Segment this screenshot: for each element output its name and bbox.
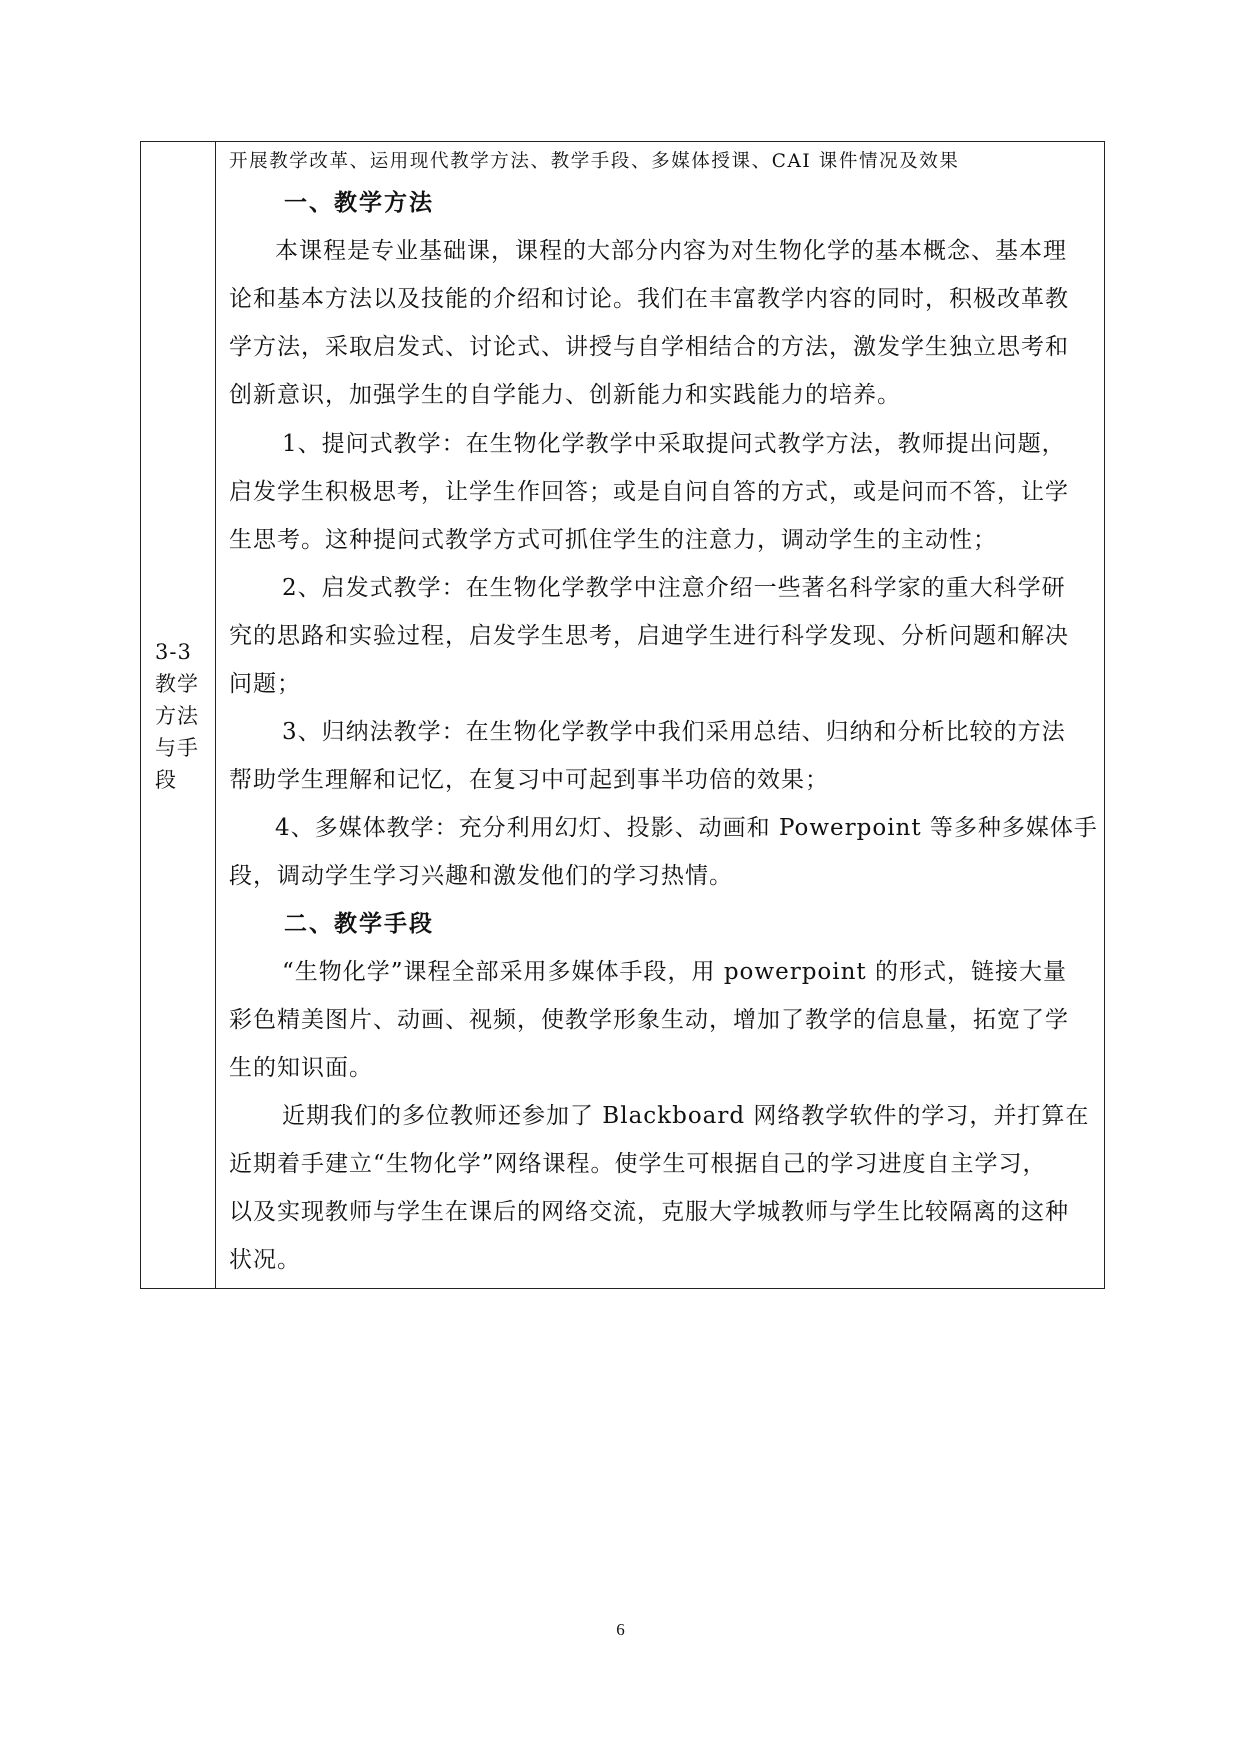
paragraph-line: 本课程是专业基础课，课程的大部分内容为对生物化学的基本概念、基本理 xyxy=(275,238,1067,264)
section-label-cell xyxy=(141,142,216,1288)
heading-teaching-methods: 一、教学方法 xyxy=(284,189,434,216)
paragraph-line: 生思考。这种提问式教学方式可抓住学生的注意力，调动学生的主动性； xyxy=(229,527,997,553)
paragraph-line: 状况。 xyxy=(229,1247,301,1273)
paragraph-line: 4、多媒体教学：充分利用幻灯、投影、动画和 Powerpoint 等多种多媒体手 xyxy=(275,815,1098,841)
paragraph-line: 创新意识，加强学生的自学能力、创新能力和实践能力的培养。 xyxy=(229,382,901,408)
content-caption: 开展教学改革、运用现代教学方法、教学手段、多媒体授课、CAI 课件情况及效果 xyxy=(229,151,960,172)
paragraph-line: 帮助学生理解和记忆，在复习中可起到事半功倍的效果； xyxy=(229,767,829,793)
paragraph-line: 究的思路和实验过程，启发学生思考，启迪学生进行科学发现、分析问题和解决 xyxy=(229,623,1069,649)
heading-teaching-means: 二、教学手段 xyxy=(284,910,434,937)
paragraph-line: 生的知识面。 xyxy=(229,1055,373,1081)
paragraph-line: 近期着手建立“生物化学”网络课程。使学生可根据自己的学习进度自主学习， xyxy=(229,1151,1047,1177)
paragraph-line: 论和基本方法以及技能的介绍和讨论。我们在丰富教学内容的同时，积极改革教 xyxy=(229,286,1069,312)
paragraph-line: 3、归纳法教学：在生物化学教学中我们采用总结、归纳和分析比较的方法 xyxy=(282,719,1066,745)
paragraph-line: 1、提问式教学：在生物化学教学中采取提问式教学方法，教师提出问题， xyxy=(282,431,1066,457)
paragraph-line: 启发学生积极思考，让学生作回答；或是自问自答的方式，或是问而不答，让学 xyxy=(229,479,1069,505)
page-number: 6 xyxy=(616,1620,625,1639)
paragraph-line: 学方法，采取启发式、讨论式、讲授与自学相结合的方法，激发学生独立思考和 xyxy=(229,334,1069,360)
paragraph-line: 近期我们的多位教师还参加了 Blackboard 网络教学软件的学习，并打算在 xyxy=(282,1103,1090,1129)
paragraph-line: 2、启发式教学：在生物化学教学中注意介绍一些著名科学家的重大科学研 xyxy=(282,575,1066,601)
paragraph-line: 段，调动学生学习兴趣和激发他们的学习热情。 xyxy=(229,863,733,889)
paragraph-line: “生物化学”课程全部采用多媒体手段，用 powerpoint 的形式，链接大量 xyxy=(282,959,1067,985)
paragraph-line: 彩色精美图片、动画、视频，使教学形象生动，增加了教学的信息量，拓宽了学 xyxy=(229,1007,1069,1033)
paragraph-line: 问题； xyxy=(229,671,301,697)
section-label: 3-3 教学 方法 与手 段 xyxy=(155,640,199,792)
paragraph-line: 以及实现教师与学生在课后的网络交流，克服大学城教师与学生比较隔离的这种 xyxy=(229,1199,1069,1225)
form-table xyxy=(140,141,1105,1289)
